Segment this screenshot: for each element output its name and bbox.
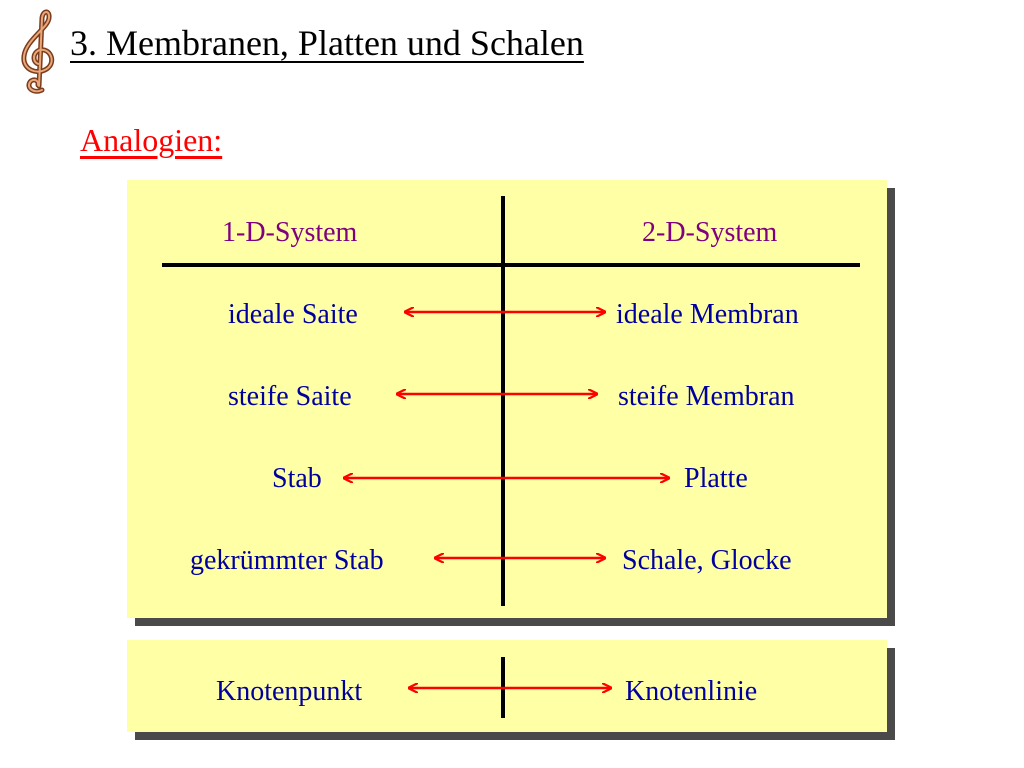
footer-left: Knotenpunkt: [216, 676, 363, 707]
treble-clef-icon: [12, 6, 64, 96]
row-2-right: steife Membran: [618, 381, 795, 412]
row-1-left: ideale Saite: [228, 299, 358, 330]
footer-right: Knotenlinie: [625, 676, 758, 707]
header-2d-system: 2-D-System: [642, 217, 778, 248]
row-3-right: Platte: [684, 463, 748, 494]
row-4-right: Schale, Glocke: [622, 545, 792, 576]
row-1-right: ideale Membran: [616, 299, 799, 330]
row-4-left: gekrümmter Stab: [190, 545, 384, 576]
row-3-left: Stab: [272, 463, 322, 494]
row-2-left: steife Saite: [228, 381, 352, 412]
slide-title: 3. Membranen, Platten und Schalen: [70, 23, 584, 63]
header-1d-system: 1-D-System: [222, 217, 358, 248]
subtitle: Analogien:: [80, 122, 223, 158]
